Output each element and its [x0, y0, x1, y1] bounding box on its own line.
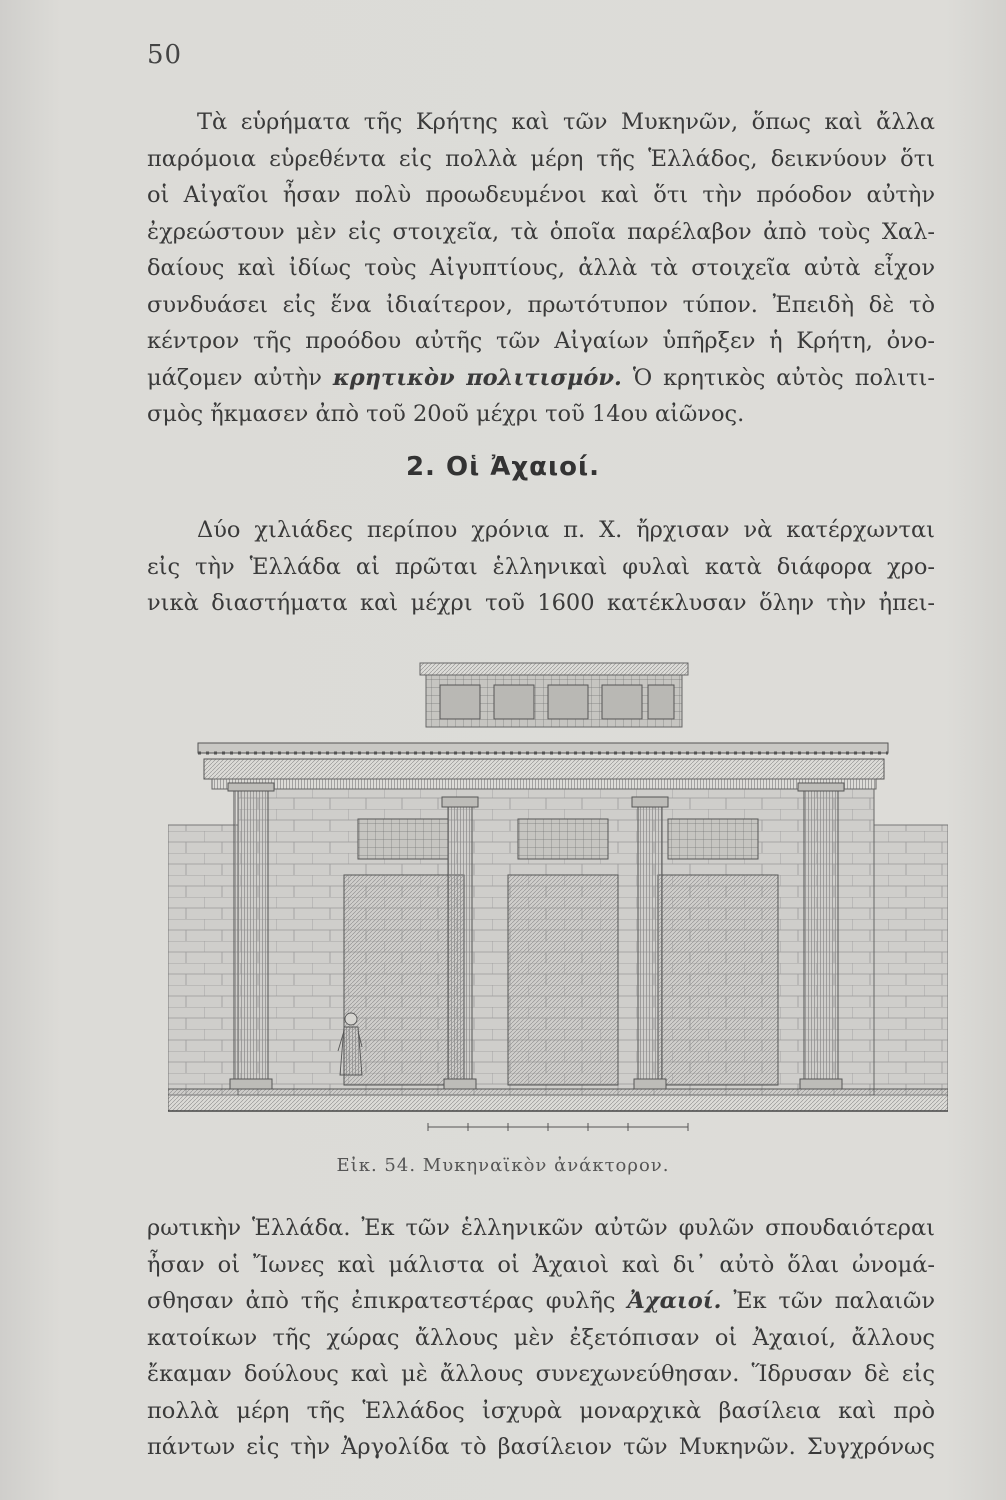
text-line: νικὰ διαστήματα καὶ μέχρι τοῦ 1600 κατέκλυσαν ὅλην τὴν ἠπει-: [147, 590, 935, 616]
text-line: Δύο χιλιάδες περίπου χρόνια π. Χ. ἤρχισαν νὰ κατέρχωνται: [197, 517, 935, 543]
text-line: παρόμοια εὑρεθέντα εἰς πολλὰ μέρη τῆς Ἑλλάδος, δεικνύουν ὅτι: [147, 145, 935, 172]
text-line: πάντων εἰς τὴν Ἀργολίδα τὸ βασίλειον τῶν Μυκηνῶν. Συγχρόνως: [147, 1434, 935, 1460]
text-line: Τὰ εὑρήματα τῆς Κρήτης καὶ τῶν Μυκηνῶν, ὅπως καὶ ἄλλα: [197, 109, 935, 135]
text-line: σμὸς ἤκμασεν ἀπὸ τοῦ 20οῦ μέχρι τοῦ 14ου αἰῶνος.: [147, 401, 745, 427]
emphasized-term: Ἀχαιοί.: [627, 1288, 722, 1314]
paragraph-achaeans: [147, 1210, 935, 1466]
text-run: Ὁ κρητικὸς αὐτὸς πολιτι-: [621, 364, 935, 391]
paragraph-greek-tribes: [147, 512, 935, 622]
emphasized-term: κρητικὸν πολιτισμόν.: [332, 364, 622, 391]
text-line: ἐχρεώστουν μὲν εἰς στοιχεῖα, τὰ ὁποῖα παρέλαβον ἀπὸ τοὺς Χαλ-: [147, 218, 935, 245]
text-run: μάζομεν αὐτὴν: [147, 364, 333, 391]
text-line: κατοίκων τῆς χώρας ἄλλους μὲν ἐξετόπισαν οἱ Ἀχαιοί, ἄλλους: [147, 1324, 935, 1351]
text-line-with-emphasis: [147, 1283, 935, 1320]
text-line: πολλὰ μέρη τῆς Ἑλλάδος ἰσχυρὰ μοναρχικὰ βασίλεια καὶ πρὸ: [147, 1397, 935, 1424]
text-line: εἰς τὴν Ἑλλάδα αἱ πρῶται ἑλληνικαὶ φυλαὶ κατὰ διάφορα χρο-: [147, 553, 935, 580]
text-run: σθησαν ἀπὸ τῆς ἐπικρατεστέρας φυλῆς: [147, 1288, 628, 1314]
figure-caption: Εἰκ. 54. Μυκηναϊκὸν ἀνάκτορον.: [336, 1155, 670, 1176]
text-line: συνδυάσει εἰς ἕνα ἰδιαίτερον, πρωτότυπον τύπον. Ἐπειδὴ δὲ τὸ: [147, 291, 935, 318]
text-run: Ἐκ τῶν παλαιῶν: [721, 1288, 935, 1314]
section-heading: 2. Οἱ Ἀχαιοί.: [405, 452, 601, 482]
text-line: κέντρον τῆς προόδου αὐτῆς τῶν Αἰγαίων ὑπῆρξεν ἡ Κρήτη, ὀνο-: [147, 328, 935, 354]
text-line: ρωτικὴν Ἑλλάδα. Ἐκ τῶν ἑλληνικῶν αὐτῶν φυλῶν σπουδαιότεραι: [147, 1215, 935, 1241]
text-line: ἦσαν οἱ Ἴωνες καὶ μάλιστα οἱ Ἀχαιοὶ καὶ δι᾽ αὐτὸ ὅλαι ὠνομά-: [147, 1251, 935, 1278]
mycenaean-palace-illustration: [168, 655, 948, 1145]
text-line: ἔκαμαν δούλους καὶ μὲ ἄλλους συνεχωνεύθησαν. Ἵδρυσαν δὲ εἰς: [147, 1361, 935, 1387]
text-line-with-emphasis: [147, 360, 935, 397]
page-number: 50: [147, 40, 183, 70]
paragraph-cretan-civilization: [147, 104, 935, 433]
text-line: δαίους καὶ ἰδίως τοὺς Αἰγυπτίους, ἀλλὰ τὰ στοιχεῖα αὐτὰ εἶχον: [147, 255, 935, 281]
text-line: οἱ Αἰγαῖοι ἦσαν πολὺ προωδευμένοι καὶ ὅτι τὴν πρόοδον αὐτὴν: [147, 182, 935, 208]
